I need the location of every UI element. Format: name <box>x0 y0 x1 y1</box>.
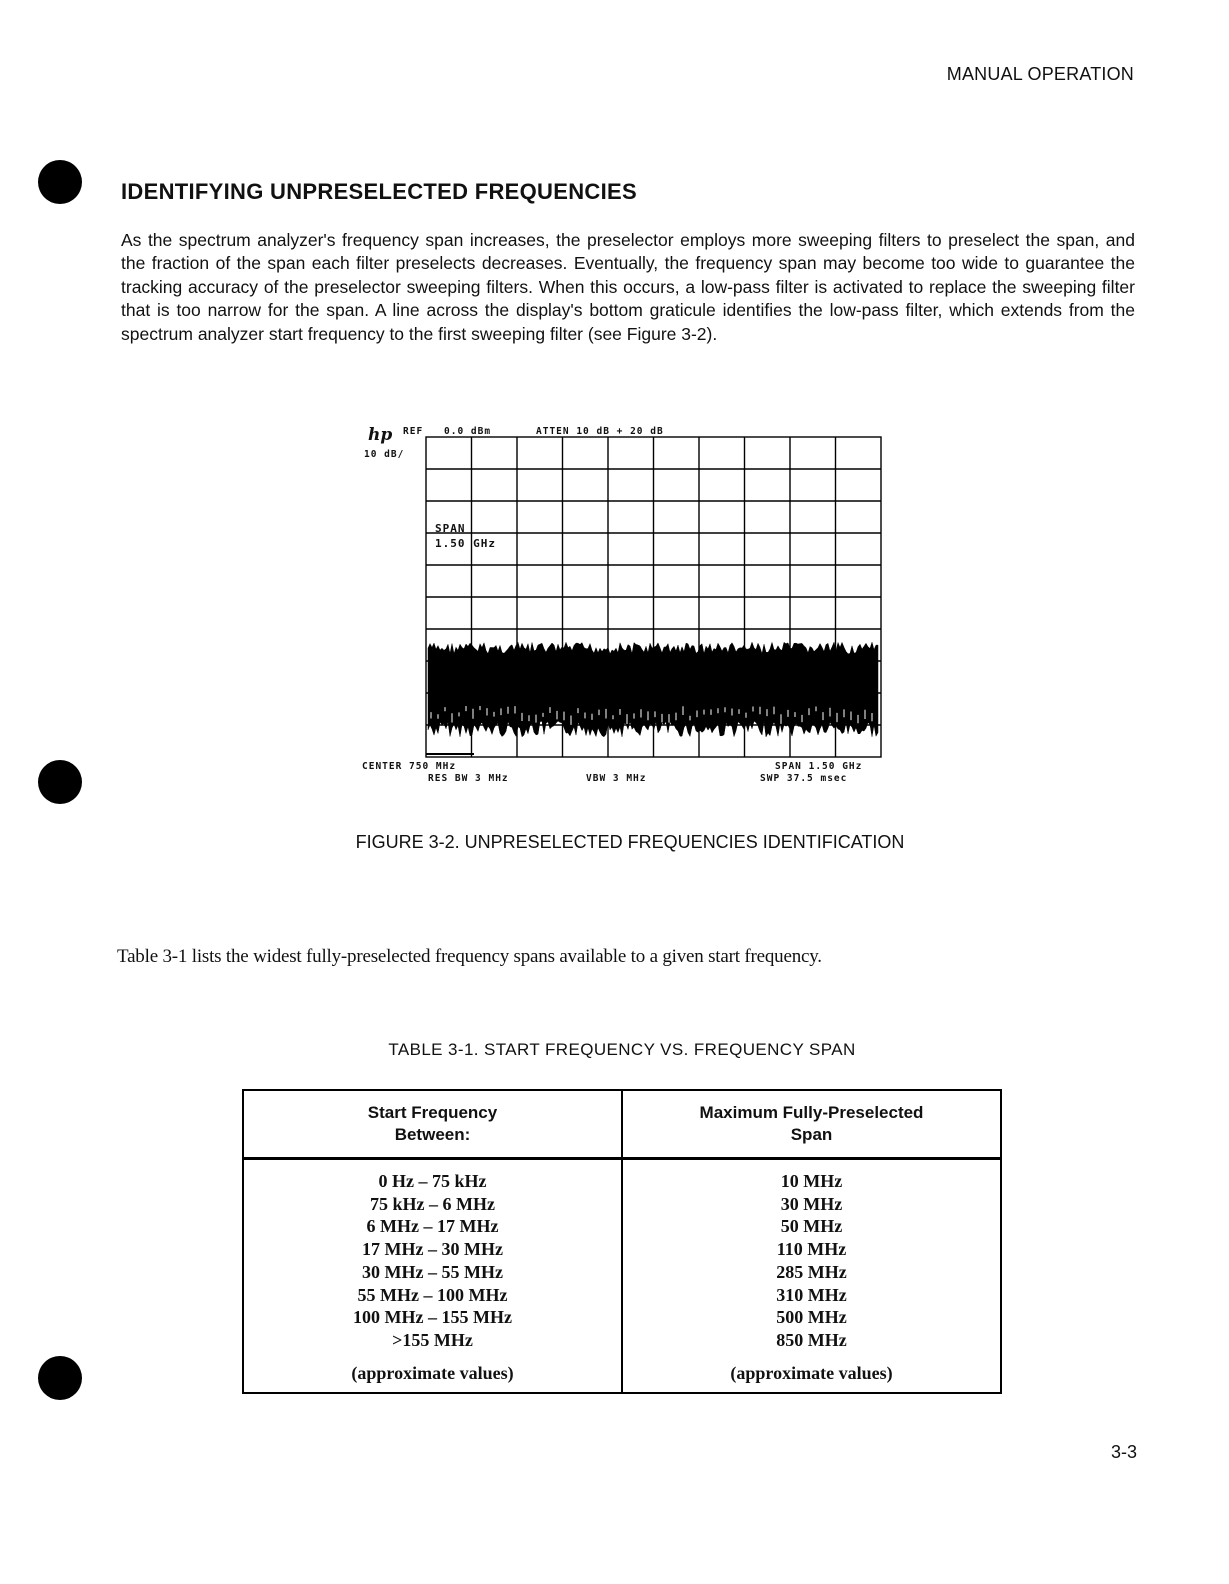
table-cell: 30 MHz <box>780 1193 843 1214</box>
header-max-span: Maximum Fully-Preselected Span <box>622 1090 1001 1159</box>
spectrum-display-figure <box>358 420 888 790</box>
table-cell: 75 kHz – 6 MHz <box>370 1193 495 1214</box>
noise-floor-trace <box>428 642 878 737</box>
vbw-readout: VBW 3 MHz <box>586 773 647 784</box>
table-cell: 0 Hz – 75 kHz <box>378 1171 487 1191</box>
table-cell: 30 MHz – 55 MHz <box>362 1261 503 1282</box>
page-number: 3-3 <box>1110 1442 1137 1462</box>
start-frequency-column <box>243 1159 622 1393</box>
ref-level-readout: 0.0 dBm <box>444 426 492 437</box>
punch-hole-top <box>38 160 82 204</box>
table-cell: 285 MHz <box>776 1261 847 1282</box>
table-cell: 17 MHz – 30 MHz <box>362 1239 503 1260</box>
scale-readout: 10 dB/ <box>364 449 405 460</box>
table-cell: 500 MHz <box>776 1307 847 1328</box>
intro-paragraph: As the spectrum analyzer's frequency span increases, the preselector employs more sweeping filters to preselect the span, and the fraction of the span each filter preselects decreases. Eventually, the frequency span may become too wide to guarantee the tracking accuracy of the preselector sweeping filters. When this occurs, a low-pass filter is activated to replace the sweeping filter that is too narrow for the span. A line across the display's bottom graticule identifies the low-pass filter, which extends from the spectrum analyzer start frequency to the first sweeping filter (see Figure 3-2). <box>121 230 1135 344</box>
table-cell: >155 MHz <box>392 1329 473 1350</box>
center-frequency-readout: CENTER 750 MHz <box>362 761 457 772</box>
table-cell: 10 MHz <box>780 1171 843 1191</box>
table-cell: 50 MHz <box>780 1216 843 1237</box>
sweep-time-readout: SWP 37.5 msec <box>760 773 848 784</box>
approximate-note: (approximate values) <box>730 1362 893 1383</box>
start-frequency-table <box>242 1089 1002 1394</box>
table-cell: 310 MHz <box>776 1284 847 1305</box>
table-caption: TABLE 3-1. START FREQUENCY VS. FREQUENCY SPAN <box>388 1040 856 1059</box>
punch-hole-middle <box>38 760 82 804</box>
span-readout: SPAN 1.50 GHz <box>775 761 863 772</box>
ref-label: REF <box>403 426 424 437</box>
table-cell: 100 MHz – 155 MHz <box>353 1307 512 1328</box>
graticule <box>358 420 888 790</box>
running-header: MANUAL OPERATION <box>946 64 1134 84</box>
table-cell: 110 MHz <box>776 1239 847 1260</box>
approximate-note: (approximate values) <box>351 1362 514 1383</box>
table-lead-sentence: Table 3-1 lists the widest fully-preselected frequency spans available to a given start frequency. <box>117 946 822 967</box>
punch-hole-bottom <box>38 1356 82 1400</box>
section-heading: IDENTIFYING UNPRESELECTED FREQUENCIES <box>121 179 637 204</box>
attenuation-readout: ATTEN 10 dB + 20 dB <box>536 426 664 437</box>
span-annotation-line1: SPAN <box>435 522 466 535</box>
header-start-frequency: Start Frequency Between: <box>243 1090 622 1159</box>
res-bw-readout: RES BW 3 MHz <box>428 773 509 784</box>
table-cell: 6 MHz – 17 MHz <box>366 1216 499 1237</box>
hp-logo: hp <box>368 425 393 445</box>
table-cell: 850 MHz <box>776 1329 847 1350</box>
span-annotation-line2: 1.50 GHz <box>435 537 496 550</box>
table-cell: 55 MHz – 100 MHz <box>357 1284 508 1305</box>
max-span-column <box>622 1159 1001 1393</box>
figure-caption: FIGURE 3-2. UNPRESELECTED FREQUENCIES IDENTIFICATION <box>355 832 905 852</box>
